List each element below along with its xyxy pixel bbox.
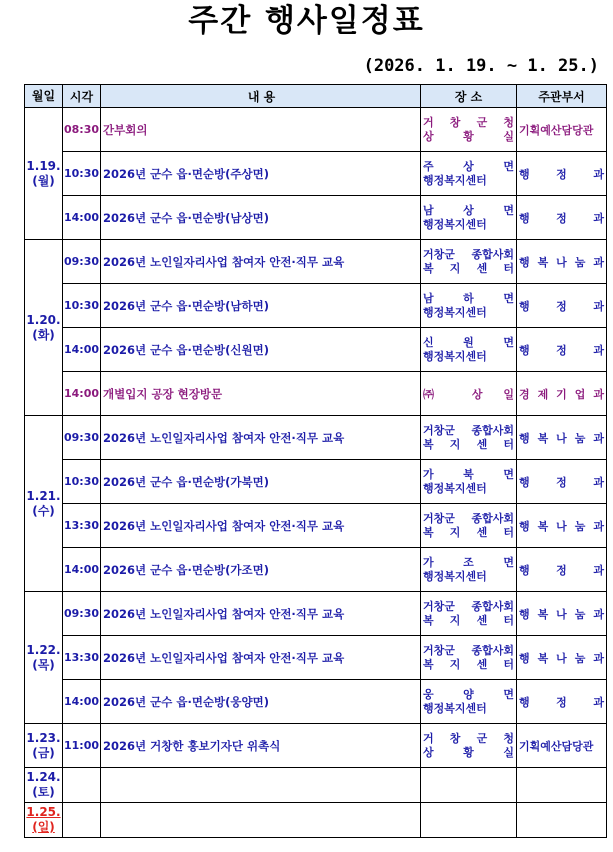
schedule-body (25, 108, 607, 838)
table-row (25, 460, 607, 504)
day-cell (25, 768, 63, 803)
header-dept: 주관부서 (517, 85, 607, 108)
event-place (421, 460, 517, 504)
header-day: 월일 (25, 85, 63, 108)
day-date: 1.20. (26, 312, 61, 327)
day-weekday: (수) (32, 503, 55, 518)
event-content: 2026년 노인일자리사업 참여자 안전·직무 교육 (101, 592, 421, 636)
event-place (421, 152, 517, 196)
event-time: 10:30 (63, 460, 101, 504)
event-place (421, 548, 517, 592)
table-row (25, 372, 607, 416)
event-time: 08:30 (63, 108, 101, 152)
event-dept-label: 행 복 나 눔 과 (519, 255, 604, 269)
event-content: 2026년 노인일자리사업 참여자 안전·직무 교육 (101, 636, 421, 680)
event-place-line: 복 지 센 터 (423, 261, 514, 275)
event-content: 2026년 군수 읍·면순방(가조면) (101, 548, 421, 592)
header-row (25, 85, 607, 108)
event-place-line: 행정복지센터 (423, 217, 487, 231)
event-content: 개별입지 공장 현장방문 (101, 372, 421, 416)
table-row (25, 196, 607, 240)
event-content: 2026년 노인일자리사업 참여자 안전·직무 교육 (101, 416, 421, 460)
event-time: 14:00 (63, 372, 101, 416)
event-time: 10:30 (63, 284, 101, 328)
table-row (25, 328, 607, 372)
empty-cell (63, 768, 101, 803)
event-dept-label: 경 제 기 업 과 (519, 387, 604, 401)
event-dept-label: 행 정 과 (519, 475, 604, 489)
event-time: 14:00 (63, 548, 101, 592)
table-row (25, 152, 607, 196)
empty-cell (517, 768, 607, 803)
event-dept-label: 기획예산담당관 (519, 123, 594, 137)
event-dept (517, 724, 607, 768)
empty-cell (101, 803, 421, 838)
event-dept (517, 504, 607, 548)
event-dept (517, 284, 607, 328)
table-row (25, 724, 607, 768)
event-place-line: 거창군 종합사회 (423, 423, 514, 437)
day-date: 1.19. (26, 158, 61, 173)
day-date: 1.22. (26, 642, 61, 657)
event-place-line: 복 지 센 터 (423, 525, 514, 539)
event-content: 2026년 군수 읍·면순방(웅양면) (101, 680, 421, 724)
table-row (25, 108, 607, 152)
table-row (25, 768, 607, 803)
event-place-line: 가 북 면 (423, 467, 514, 481)
event-place-line: 복 지 센 터 (423, 613, 514, 627)
event-dept-label: 행 복 나 눔 과 (519, 651, 604, 665)
day-cell (25, 724, 63, 768)
event-dept (517, 460, 607, 504)
event-place-line: 복 지 센 터 (423, 657, 514, 671)
event-content: 2026년 노인일자리사업 참여자 안전·직무 교육 (101, 504, 421, 548)
event-place-line: 웅 양 면 (423, 687, 514, 701)
event-dept-label: 행 복 나 눔 과 (519, 431, 604, 445)
event-place-line: 행정복지센터 (423, 701, 487, 715)
day-weekday: (화) (32, 327, 55, 342)
event-content: 2026년 군수 읍·면순방(가북면) (101, 460, 421, 504)
event-place-line: 행정복지센터 (423, 173, 487, 187)
event-time: 14:00 (63, 680, 101, 724)
table-row (25, 548, 607, 592)
event-place-line: 상 황 실 (423, 745, 514, 759)
event-dept-label: 행 정 과 (519, 343, 604, 357)
event-place-line: 거 창 군 청 (423, 731, 514, 745)
event-dept-label: 행 정 과 (519, 563, 604, 577)
table-row (25, 680, 607, 724)
event-time: 13:30 (63, 636, 101, 680)
event-place-line: 거창군 종합사회 (423, 247, 514, 261)
table-row (25, 284, 607, 328)
event-place-line: ㈜ 상 일 (423, 387, 514, 401)
event-time: 09:30 (63, 592, 101, 636)
event-place (421, 284, 517, 328)
event-content: 2026년 군수 읍·면순방(신원면) (101, 328, 421, 372)
event-content: 2026년 노인일자리사업 참여자 안전·직무 교육 (101, 240, 421, 284)
event-place-line: 남 하 면 (423, 291, 514, 305)
event-dept (517, 152, 607, 196)
empty-cell (421, 803, 517, 838)
table-row (25, 803, 607, 838)
day-cell (25, 592, 63, 724)
event-place-line: 상 황 실 (423, 129, 514, 143)
event-content: 2026년 거창한 홍보기자단 위촉식 (101, 724, 421, 768)
header-content: 내 용 (101, 85, 421, 108)
day-date: 1.24. (26, 770, 61, 784)
table-row (25, 416, 607, 460)
event-time: 14:00 (63, 196, 101, 240)
event-place-line: 행정복지센터 (423, 305, 487, 319)
event-dept-label: 행 정 과 (519, 299, 604, 313)
empty-cell (101, 768, 421, 803)
event-dept (517, 592, 607, 636)
event-place (421, 724, 517, 768)
day-weekday: (일) (32, 820, 55, 834)
event-place-line: 거창군 종합사회 (423, 643, 514, 657)
day-date: 1.23. (26, 730, 61, 745)
event-place (421, 196, 517, 240)
event-time: 13:30 (63, 504, 101, 548)
event-place-line: 행정복지센터 (423, 569, 487, 583)
table-row (25, 592, 607, 636)
event-place-line: 행정복지센터 (423, 481, 487, 495)
day-weekday: (월) (32, 173, 55, 188)
schedule-table (24, 84, 607, 838)
event-content: 2026년 군수 읍·면순방(남상면) (101, 196, 421, 240)
empty-cell (517, 803, 607, 838)
table-row (25, 240, 607, 284)
event-place-line: 거 창 군 청 (423, 115, 514, 129)
event-place-line: 거창군 종합사회 (423, 599, 514, 613)
day-date: 1.21. (26, 488, 61, 503)
event-dept (517, 196, 607, 240)
event-place (421, 680, 517, 724)
day-weekday: (금) (32, 745, 55, 760)
event-place-line: 가 조 면 (423, 555, 514, 569)
day-cell (25, 416, 63, 592)
header-place: 장 소 (421, 85, 517, 108)
date-range: (2026. 1. 19. ~ 1. 25.) (363, 56, 599, 76)
event-place (421, 592, 517, 636)
event-time: 11:00 (63, 724, 101, 768)
event-place-line: 거창군 종합사회 (423, 511, 514, 525)
event-place-line: 복 지 센 터 (423, 437, 514, 451)
event-content: 간부회의 (101, 108, 421, 152)
event-dept (517, 372, 607, 416)
event-place (421, 504, 517, 548)
event-place-line: 주 상 면 (423, 159, 514, 173)
event-dept (517, 680, 607, 724)
empty-cell (421, 768, 517, 803)
event-content: 2026년 군수 읍·면순방(남하면) (101, 284, 421, 328)
event-place (421, 372, 517, 416)
event-dept-label: 행 복 나 눔 과 (519, 519, 604, 533)
event-place (421, 108, 517, 152)
header-time: 시각 (63, 85, 101, 108)
empty-cell (63, 803, 101, 838)
day-date: 1.25. (26, 805, 61, 819)
day-cell (25, 108, 63, 240)
event-dept (517, 548, 607, 592)
event-content: 2026년 군수 읍·면순방(주상면) (101, 152, 421, 196)
event-place-line: 행정복지센터 (423, 349, 487, 363)
event-time: 10:30 (63, 152, 101, 196)
day-weekday: (목) (32, 657, 55, 672)
event-place-line: 남 상 면 (423, 203, 514, 217)
page-title: 주간 행사일정표 (188, 3, 425, 39)
event-time: 14:00 (63, 328, 101, 372)
event-dept (517, 416, 607, 460)
event-time: 09:30 (63, 240, 101, 284)
event-place (421, 240, 517, 284)
event-dept (517, 636, 607, 680)
day-cell (25, 803, 63, 838)
event-dept-label: 행 정 과 (519, 695, 604, 709)
day-weekday: (토) (32, 785, 55, 799)
table-row (25, 504, 607, 548)
event-dept (517, 328, 607, 372)
event-dept-label: 행 복 나 눔 과 (519, 607, 604, 621)
event-dept-label: 행 정 과 (519, 211, 604, 225)
event-dept (517, 108, 607, 152)
event-place (421, 636, 517, 680)
event-dept-label: 행 정 과 (519, 167, 604, 181)
event-place-line: 신 원 면 (423, 335, 514, 349)
event-place (421, 328, 517, 372)
event-dept (517, 240, 607, 284)
table-row (25, 636, 607, 680)
event-place (421, 416, 517, 460)
day-cell (25, 240, 63, 416)
event-time: 09:30 (63, 416, 101, 460)
event-dept-label: 기획예산담당관 (519, 739, 594, 753)
